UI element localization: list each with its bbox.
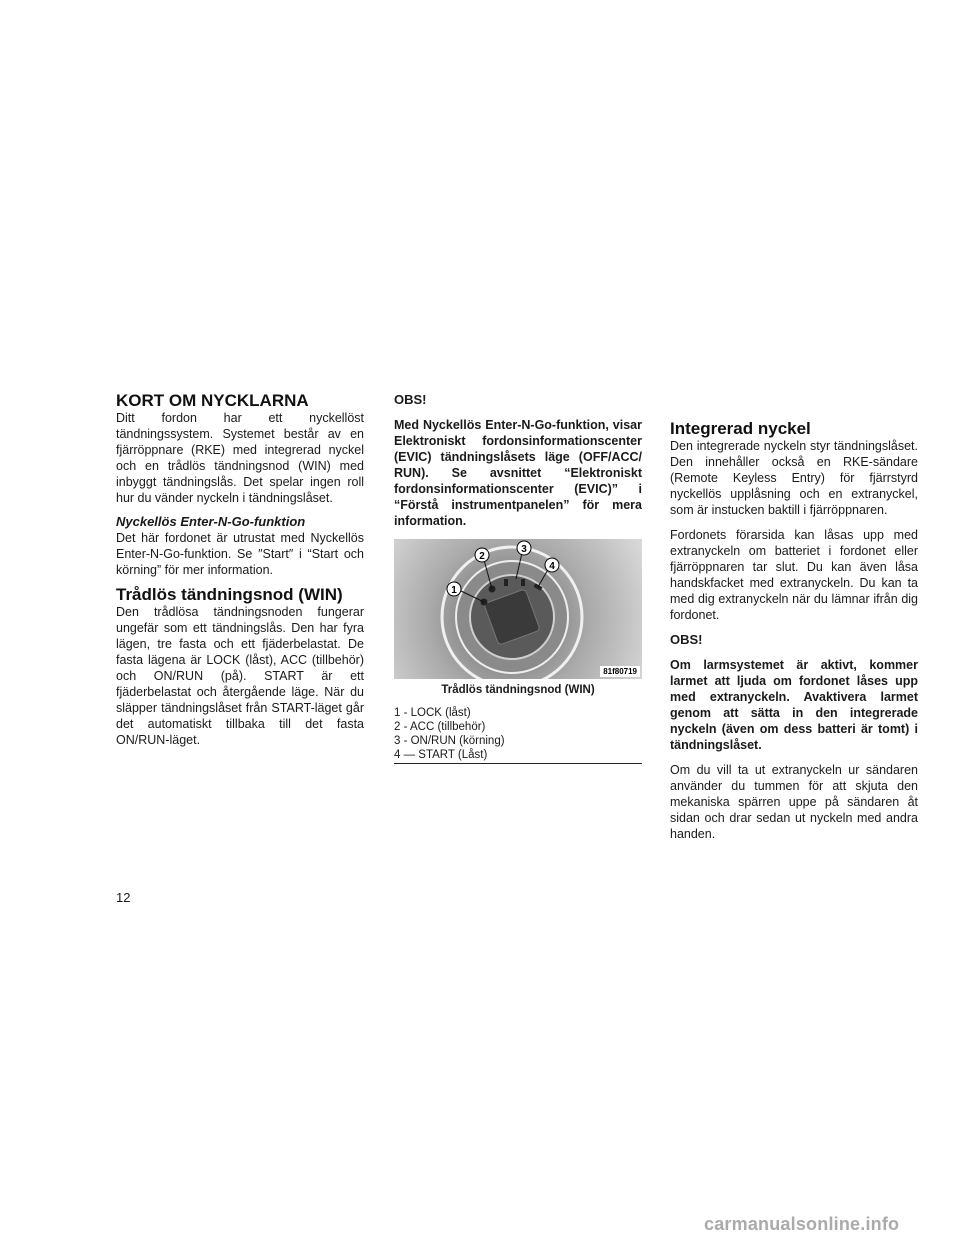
callout-2 xyxy=(475,548,489,562)
win-paragraph: Den trådlösa tändningsnoden fungerar ungefär som ett tändningslås. Den har fyra lägen, tre fasta och ett fjäderbelastat. De fasta lägena är LOCK (låst), ACC (tillbehör) och ON/RUN (på). START är ett fjäderbelastat och återgående läge. När du släpper tändningslåset från START-läget går det automatiskt tillbaka till det fasta ON/RUN-läget. xyxy=(116,605,364,747)
svg-text:3: 3 xyxy=(521,544,527,555)
run-marker xyxy=(504,579,508,586)
callout-4 xyxy=(545,558,559,572)
callout-3 xyxy=(517,541,531,555)
win-title: Trådlös tändningsnod (WIN) xyxy=(116,585,343,604)
ignition-node-illustration xyxy=(394,539,642,679)
ignition-node-figure xyxy=(394,539,642,679)
callout-1 xyxy=(447,582,461,596)
run-marker-2 xyxy=(521,579,525,586)
svg-text:1: 1 xyxy=(451,585,457,596)
enter-n-go-paragraph: Det här fordonet är utrustat med Nyckellös Enter-N-Go-funktion. Se ″Start″ i “Start och körning” för mer information. xyxy=(116,531,364,577)
legend-item: 2 - ACC (tillbehör) xyxy=(394,721,486,733)
spare-key-paragraph: Fordonets förarsida kan låsas upp med extranyckeln om batteriet i fordonet eller fjärröppnaren tar slut. Du kan även låsa handskfacket med extranyckeln. Du kan ta med dig extranyckeln när du lämnar ifrån dig fordonet. xyxy=(670,528,918,622)
right-column xyxy=(670,420,918,842)
figure-caption: Trådlös tändningsnod (WIN) xyxy=(441,684,595,696)
site-watermark: carmanualsonline.info xyxy=(704,1214,900,1234)
figure-code: 81f80719 xyxy=(600,666,640,677)
page-number: 12 xyxy=(116,890,131,905)
alarm-note-text: Om larmsystemet är aktivt, kommer larmet att ljuda om fordonet låses upp med extranyckeln. Avaktivera larmet genom att sätta in den integrerade nyckeln (även om dess batteri är tomt) i tändningslåset. xyxy=(670,658,918,752)
integrated-key-title: Integrerad nyckel xyxy=(670,419,811,438)
legend-item: 4 — START (Låst) xyxy=(394,749,488,761)
note-label-2: OBS! xyxy=(670,632,703,647)
svg-text:4: 4 xyxy=(549,561,555,572)
note-text: Med Nyckellös Enter-N-Go-funktion, visar Elektroniskt fordonsinformationscenter (EVIC) tändningslåsets läge (OFF/ACC/ RUN). Se avsnittet “Elektroniskt fordonsinformationscenter (EVIC)” i “Förstå instrumentpanelen” för mera information. xyxy=(394,418,642,528)
left-column xyxy=(116,392,364,748)
remove-key-paragraph: Om du vill ta ut extranyckeln ur sändaren använder du tummen för att skjuta den mekaniska spärren uppe på sändaren åt sidan och drar sedan ut nyckeln med andra handen. xyxy=(670,763,918,841)
middle-column xyxy=(394,392,642,764)
intro-paragraph: Ditt fordon har ett nyckellöst tändningssystem. Systemet består av en fjärröppnare (RKE) med integrerad nyckel och en trådlös tändningsnod (WIN) med inbyggt tändningslås. Det spelar ingen roll hur du vänder nyckeln i tändningslåset. xyxy=(116,411,364,505)
section-title: KORT OM NYCKLARNA xyxy=(116,391,309,410)
integrated-key-paragraph: Den integrerade nyckeln styr tändningslåset. Den innehåller också en RKE-sändare (Remote Keyless Entry) för fjärrstyrd nyckellös upplåsning och en extranyckel, som är instucken baktill i fjärröppnaren. xyxy=(670,439,918,517)
legend-item: 3 - ON/RUN (körning) xyxy=(394,735,505,747)
svg-text:2: 2 xyxy=(479,551,485,562)
note-label: OBS! xyxy=(394,392,427,407)
subsection-title: Nyckellös Enter-N-Go-funktion xyxy=(116,514,306,529)
legend-item: 1 - LOCK (låst) xyxy=(394,707,471,719)
figure-legend xyxy=(394,706,642,764)
